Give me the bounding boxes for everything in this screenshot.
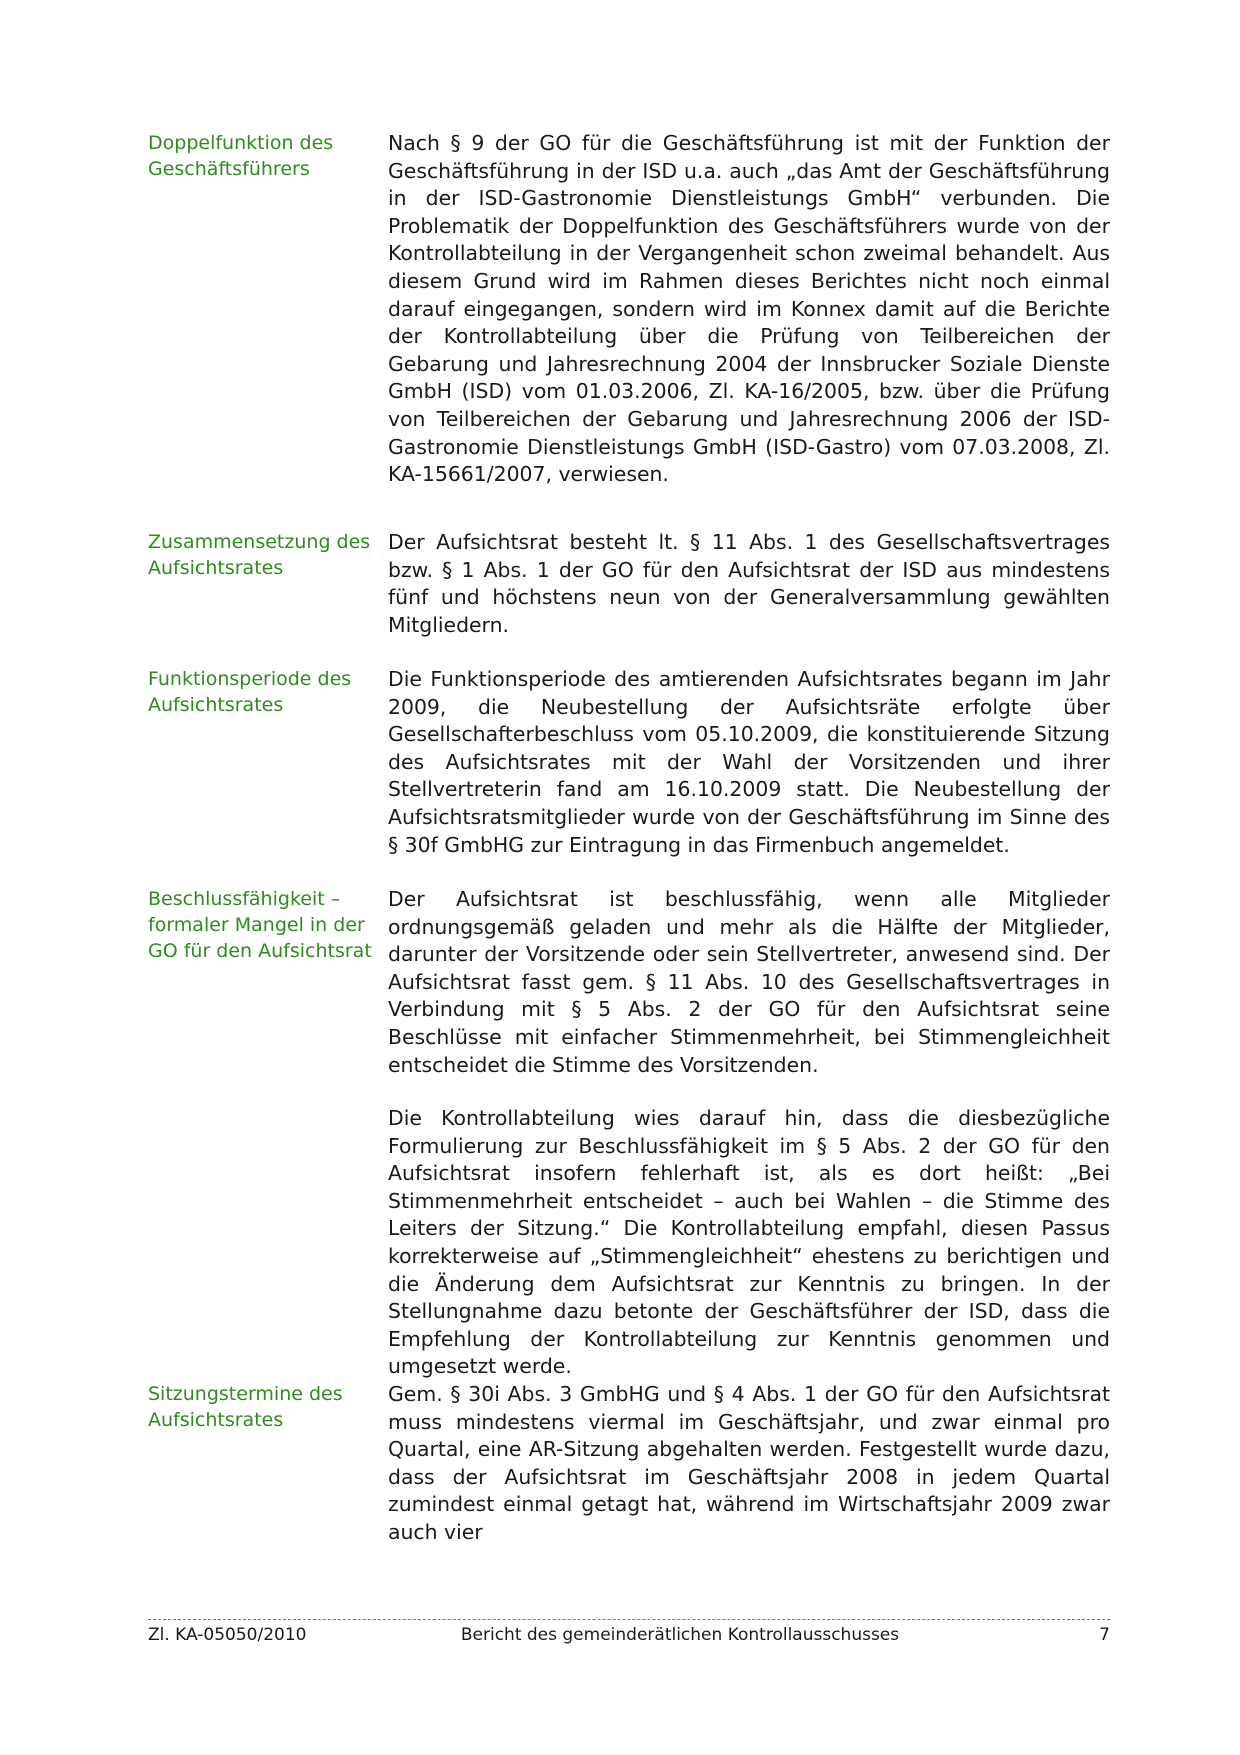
footer-title: Bericht des gemeinderätlichen Kontrollausschusses: [460, 1625, 900, 1645]
paragraph-beschlussfaehigkeit-2: Die Kontrollabteilung wies darauf hin, dass die diesbezügliche Formulierung zur Beschlussfähigkeit im § 5 Abs. 2 der GO für den Aufsichtsrat insofern fehlerhaft ist, als es dort heißt: „Bei Stimmenmehrheit entscheidet – auch bei Wahlen – die Stimme des Leiters der Sitzung.“ Die Kontrollabteilung empfahl, diesen Passus korrekterweise auf „Stimmengleichheit“ ehestens zu berichtigen und die Änderung dem Aufsichtsrat zur Kenntnis zu bringen. In der Stellungnahme dazu betonte der Geschäftsführer der ISD, dass die Empfehlung der Kontrollabteilung zur Kenntnis genommen und umgesetzt werde.: [388, 1106, 1110, 1379]
page-number: 7: [1099, 1625, 1110, 1645]
margin-label-funktionsperiode: Funktionsperiode des Aufsichtsrates: [148, 668, 352, 716]
paragraph-doppelfunktion: Nach § 9 der GO für die Geschäftsführung ist mit der Funktion der Geschäftsführung in der ISD u.a. auch „das Amt der Geschäftsführung in der ISD-Gastronomie Dienstleistungs GmbH“ verbunden. Die Problematik der Doppelfunktion des Geschäftsführers wurde von der Kontrollabteilung in der Vergangenheit schon zweimal behandelt. Aus diesem Grund wird im Rahmen dieses Berichtes nicht noch einmal darauf eingegangen, sondern wird im Konnex damit auf die Berichte der Kontrollabteilung über die Prüfung von Teilbereichen der Gebarung und Jahresrechnung 2004 der Innsbrucker Soziale Dienste GmbH (ISD) vom 01.03.2006, Zl. KA-16/2005, bzw. über die Prüfung von Teilbereichen der Gebarung und Jahresrechnung 2006 der ISD-Gastronomie Dienstleistungs GmbH (ISD-Gastro) vom 07.03.2008, Zl. KA-15661/2007, verwiesen.: [388, 131, 1110, 487]
margin-label-zusammensetzung: Zusammensetzung des Aufsichtsrates: [148, 531, 371, 579]
footer-divider: [148, 1619, 1110, 1620]
margin-label-sitzungstermine: Sitzungstermine des Aufsichtsrates: [148, 1383, 343, 1431]
paragraph-sitzungstermine: Gem. § 30i Abs. 3 GmbHG und § 4 Abs. 1 der GO für den Aufsichtsrat muss mindestens viermal im Geschäftsjahr, und zwar einmal pro Quartal, eine AR-Sitzung abgehalten werden. Festgestellt wurde dazu, dass der Aufsichtsrat im Geschäftsjahr 2008 in jedem Quartal zumindest einmal getagt hat, während im Wirtschaftsjahr 2009 zwar auch vier: [388, 1382, 1110, 1544]
margin-label-doppelfunktion: Doppelfunktion des Geschäftsführers: [148, 132, 334, 180]
paragraph-beschlussfaehigkeit-1: Der Aufsichtsrat ist beschlussfähig, wenn alle Mitglieder ordnungsgemäß geladen und mehr als die Hälfte der Mitglieder, darunter der Vorsitzende oder sein Stellvertreter, anwesend sind. Der Aufsichtsrat fasst gem. § 11 Abs. 10 des Gesellschaftsvertrages in Verbindung mit § 5 Abs. 2 der GO für den Aufsichtsrat seine Beschlüsse mit einfacher Stimmenmehrheit, bei Stimmengleichheit entscheidet die Stimme des Vorsitzenden.: [388, 887, 1110, 1077]
paragraph-funktionsperiode: Die Funktionsperiode des amtierenden Aufsichtsrates begann im Jahr 2009, die Neubestellung der Aufsichtsräte erfolgte über Gesellschafterbeschluss vom 05.10.2009, die konstituierende Sitzung des Aufsichtsrates mit der Wahl der Vorsitzenden und ihrer Stellvertreterin fand am 16.10.2009 statt. Die Neubestellung der Aufsichtsratsmitglieder wurde von der Geschäftsführung im Sinne des § 30f GmbHG zur Eintragung in das Firmenbuch angemeldet.: [388, 667, 1110, 857]
paragraph-zusammensetzung: Der Aufsichtsrat besteht lt. § 11 Abs. 1 des Gesellschaftsvertrages bzw. § 1 Abs. 1 der GO für den Aufsichtsrat der ISD aus mindestens fünf und höchstens neun von der Generalversammlung gewählten Mitgliedern.: [388, 530, 1110, 637]
margin-label-beschlussfaehigkeit: Beschlussfähigkeit – formaler Mangel in der GO für den Aufsichtsrat: [148, 888, 372, 962]
footer-reference: Zl. KA-05050/2010: [148, 1625, 307, 1645]
